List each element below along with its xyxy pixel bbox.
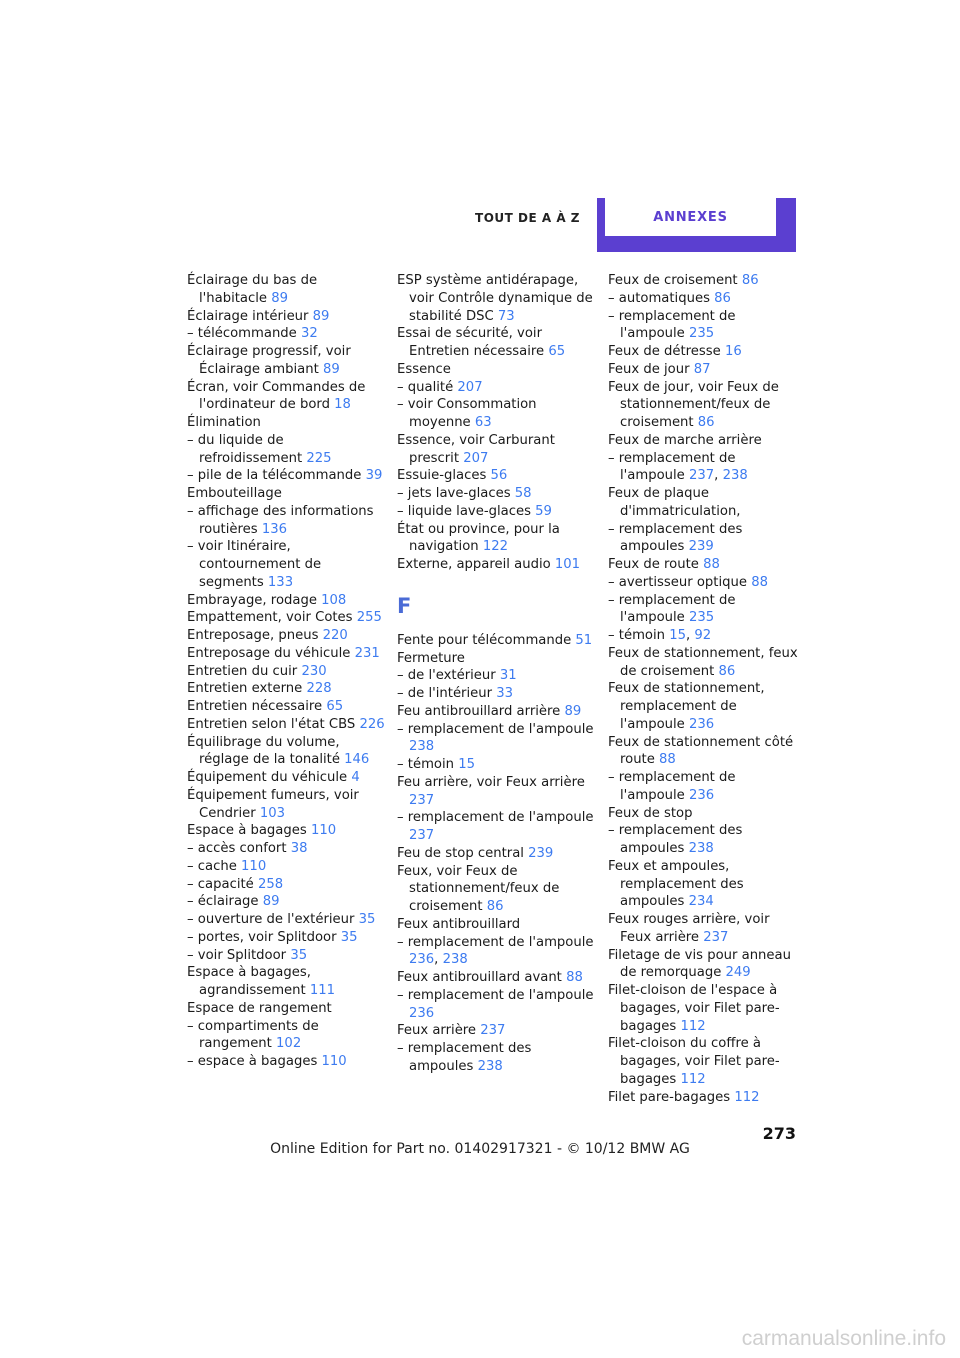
page-reference-link[interactable]: 51	[575, 632, 593, 648]
index-entry-text: Éclairage du bas de l'habitacle	[187, 273, 318, 306]
page-reference-link[interactable]: 225	[306, 450, 332, 466]
index-entry-text: Feux et ampoules, remplacement des ampoules	[608, 858, 744, 910]
index-entry-text: – capacité	[187, 876, 254, 892]
index-entry	[187, 893, 387, 911]
index-entry-text: Espace à bagages	[187, 823, 307, 839]
index-entry-text: Essence	[397, 361, 451, 377]
index-entry-text: Fente pour télécommande	[397, 632, 572, 648]
index-entry	[187, 1053, 387, 1071]
index-entry-text: Externe, appareil audio	[397, 557, 551, 572]
index-entry	[187, 947, 387, 965]
index-entry-text: – remplacement de l'ampoule	[397, 987, 594, 1003]
index-entry-text: – voir Consommation moyenne	[397, 397, 537, 430]
index-entry	[397, 379, 597, 397]
index-entry-text: Feux de croisement	[608, 273, 738, 288]
index-entry-text: – accès confort	[187, 841, 287, 856]
page-reference-link[interactable]: 236	[689, 787, 715, 803]
index-entry-text: – télécommande	[187, 326, 297, 342]
index-entry-text: – pile de la télécommande	[187, 468, 362, 484]
index-entry	[608, 592, 804, 628]
index-entry	[608, 290, 804, 308]
index-entry-text: Éclairage intérieur	[187, 308, 309, 324]
index-entry-text: Feu de stop central	[397, 845, 524, 861]
page-reference-link[interactable]: 35	[358, 912, 376, 927]
index-entry	[187, 698, 387, 716]
page-reference-link[interactable]: 15	[458, 757, 475, 772]
index-entry	[187, 467, 387, 485]
page-reference-link[interactable]: 86	[697, 415, 715, 430]
index-entry-text: Feux rouges arrière, voir Feux arrière	[608, 912, 770, 945]
index-entry	[397, 632, 597, 650]
page-reference-link[interactable]: 35	[340, 929, 358, 945]
index-entry	[187, 964, 387, 1000]
index-entry	[397, 361, 597, 379]
page-reference-link[interactable]: 58	[514, 486, 532, 501]
page-reference-link[interactable]: 207	[463, 450, 489, 466]
page-reference-link[interactable]: 236	[409, 1005, 435, 1021]
page-reference-link[interactable]: 86	[486, 899, 504, 914]
index-entry-text: – remplacement de l'ampoule	[608, 308, 736, 342]
page-reference-link[interactable]: 133	[267, 574, 294, 590]
index-entry	[397, 721, 597, 757]
index-entry-text: – remplacement de l'ampoule	[397, 934, 594, 950]
index-column-2	[397, 272, 597, 1076]
index-entry-text: Empattement, voir Cotes	[187, 610, 353, 626]
index-entry-text: Filet pare-bagages	[608, 1089, 731, 1105]
index-entry	[397, 916, 597, 934]
page-reference-link[interactable]: 15	[669, 628, 686, 643]
page-reference-link[interactable]: 239	[528, 845, 554, 861]
page-reference-link[interactable]: 235	[689, 610, 715, 626]
index-entry	[397, 650, 597, 668]
index-letter-heading: F	[397, 593, 412, 618]
page-reference-link[interactable]: 237	[689, 468, 715, 484]
index-entry	[187, 1000, 387, 1018]
page-reference-link[interactable]: 238	[722, 468, 748, 484]
index-entry	[397, 485, 597, 503]
index-entry	[608, 343, 804, 361]
page-reference-link[interactable]: 56	[490, 468, 508, 484]
index-column-3	[608, 272, 804, 1106]
index-entry-text: – ouverture de l'extérieur	[187, 912, 355, 927]
index-entry	[187, 840, 387, 858]
page-reference-link[interactable]: 16	[724, 344, 742, 359]
page-reference-link[interactable]: 236	[689, 716, 715, 732]
page-reference-link[interactable]: 32	[301, 326, 318, 342]
page-reference-link[interactable]: 238	[442, 952, 468, 968]
index-entry: – remplacement de l'ampoule 237, 238	[608, 450, 748, 484]
index-entry-text: – remplacement de l'ampoule	[397, 721, 594, 737]
index-entry	[608, 822, 804, 858]
index-entry-text: Feux de jour	[608, 361, 690, 377]
index-entry	[187, 787, 387, 823]
page-reference-link[interactable]: 88	[659, 752, 676, 768]
index-entry	[397, 556, 597, 574]
index-entry-text: – remplacement de l'ampoule	[397, 810, 594, 826]
index-entry-text: Équilibrage du volume, réglage de la tonalité	[187, 734, 340, 768]
index-entry	[187, 308, 387, 326]
chapter-tab	[597, 198, 796, 252]
index-entry	[608, 485, 804, 521]
page-reference-link[interactable]: 112	[734, 1089, 760, 1105]
page-reference-link[interactable]: 89	[564, 703, 582, 719]
index-entry-text: – automatiques	[608, 290, 710, 306]
index-entry	[187, 929, 387, 947]
page-reference-link[interactable]: 88	[566, 970, 583, 985]
index-entry	[397, 756, 597, 774]
index-entry-text: Fermeture	[397, 650, 465, 666]
index-entry-text: Entretien selon l'état CBS	[187, 716, 356, 732]
index-entry	[187, 538, 387, 591]
page-reference-link[interactable]: 33	[496, 686, 514, 701]
index-entry-text: Feux de stop	[608, 805, 693, 821]
index-entry	[608, 645, 804, 681]
index-entry	[187, 876, 387, 894]
index-entry-text: – liquide lave-glaces	[397, 503, 531, 519]
page-reference-link[interactable]: 18	[334, 397, 351, 413]
index-entry-text: – portes, voir Splitdoor	[187, 929, 337, 945]
index-entry	[187, 503, 387, 539]
page-reference-link[interactable]: 255	[356, 610, 382, 626]
index-entry-text: – remplacement de l'ampoule	[608, 450, 736, 484]
index-entry-text: Feux de stationnement côté route	[608, 734, 794, 768]
index-entry	[187, 272, 387, 308]
index-entry-text: – compartiments de rangement	[187, 1018, 319, 1052]
page-reference-link[interactable]: 101	[554, 557, 581, 572]
page-reference-link[interactable]: 234	[688, 894, 714, 910]
index-entry-text: – cache	[187, 858, 237, 874]
index-entry	[187, 609, 387, 627]
index-entry	[608, 982, 804, 1035]
page-reference-link[interactable]: 239	[688, 539, 714, 555]
index-entry-text: Filet-cloison de l'espace à bagages, voir Filet pare-bagages	[608, 983, 780, 1034]
page-reference-link[interactable]: 111	[309, 983, 336, 998]
index-entry	[608, 947, 804, 983]
page-reference-link[interactable]: 86	[741, 273, 759, 288]
page-reference-link[interactable]: 89	[312, 308, 330, 324]
index-entry	[187, 769, 387, 787]
page-reference-link[interactable]: 73	[497, 308, 515, 324]
index-entry-text: Feux de route	[608, 557, 699, 572]
index-entry	[397, 325, 597, 361]
index-entry	[397, 1040, 597, 1076]
index-entry-text: Feu arrière, voir Feux arrière	[397, 774, 585, 790]
footer-edition: Online Edition for Part no. 01402917321 - © 10/12 BMW AG	[270, 1141, 690, 1157]
index-entry-text: Entretien du cuir	[187, 663, 298, 679]
index-entry-text: Embouteillage	[187, 486, 282, 501]
index-entry	[187, 592, 387, 610]
index-entry-text: Filet-cloison du coffre à bagages, voir Filet pare-bagages	[608, 1036, 780, 1087]
index-entry-text: Feux de stationnement, feux de croisement	[608, 645, 798, 679]
index-entry-text: – du liquide de refroidissement	[187, 432, 303, 466]
index-entry	[397, 863, 597, 916]
page-reference-link[interactable]: 230	[301, 663, 327, 679]
page-reference-link[interactable]: 108	[321, 592, 347, 608]
page-reference-link[interactable]: 237	[703, 929, 729, 945]
page-reference-link[interactable]: 63	[474, 415, 492, 430]
page-reference-link[interactable]: 88	[751, 574, 768, 590]
index-entry	[187, 734, 387, 770]
page-reference-link[interactable]: 236	[409, 952, 435, 968]
page-reference-link[interactable]: 103	[259, 805, 286, 821]
index-entry	[397, 703, 597, 721]
page-reference-link[interactable]: 88	[703, 557, 720, 572]
index-entry	[187, 325, 387, 343]
page-reference-link[interactable]: 238	[688, 841, 714, 856]
page-reference-link[interactable]: 146	[344, 752, 370, 768]
page-reference-link[interactable]: 65	[548, 344, 566, 359]
watermark: carmanualsonline.info	[741, 1327, 946, 1350]
page-reference-link[interactable]: 89	[271, 290, 289, 306]
index-entry-text: Feux de stationnement, remplacement de l'ampoule	[608, 681, 765, 732]
index-entry	[397, 809, 597, 845]
index-entry	[187, 663, 387, 681]
page-reference-link[interactable]: 237	[409, 828, 435, 843]
index-entry	[608, 361, 804, 379]
chapter-tab-label: ANNEXES	[605, 198, 776, 236]
index-entry-text: Essuie-glaces	[397, 468, 487, 484]
index-entry-text: Essai de sécurité, voir Entretien nécessaire	[397, 326, 545, 359]
index-entry	[397, 467, 597, 485]
index-entry-text: – espace à bagages	[187, 1054, 318, 1069]
index-entry-text: Espace à bagages, agrandissement	[187, 965, 311, 998]
index-entry-text: – remplacement des ampoules	[608, 521, 743, 555]
page-reference-link[interactable]: 122	[482, 539, 508, 555]
index-entry	[608, 680, 804, 733]
index-entry	[608, 858, 804, 911]
index-entry-text: – remplacement des ampoules	[397, 1041, 532, 1074]
page-reference-link[interactable]: 87	[693, 361, 711, 377]
page-reference-link[interactable]: 86	[714, 290, 731, 306]
page-reference-link[interactable]: 238	[409, 739, 435, 755]
page-number: 273	[762, 1124, 796, 1143]
index-entry	[608, 769, 804, 805]
index-entry	[187, 858, 387, 876]
page-reference-link[interactable]: 112	[680, 1071, 706, 1087]
index-entry-text: Filetage de vis pour anneau de remorquage	[608, 947, 791, 981]
page-reference-link[interactable]: 228	[306, 681, 332, 697]
index-entry-text: Éclairage progressif, voir Éclairage ambiant	[187, 344, 351, 377]
index-entry-text: Entreposage, pneus	[187, 628, 319, 643]
page-reference-link[interactable]: 226	[359, 716, 385, 732]
index-entry	[397, 845, 597, 863]
index-entry-text: Essence, voir Carburant prescrit	[397, 432, 555, 466]
index-entry-text: – de l'intérieur	[397, 686, 493, 701]
index-entry	[397, 667, 597, 685]
index-entry	[608, 1089, 804, 1107]
index-entry-text: Équipement du véhicule	[187, 770, 348, 785]
page-reference-link[interactable]: 238	[477, 1058, 503, 1074]
index-entry	[187, 343, 387, 379]
page-reference-link[interactable]: 110	[310, 823, 337, 839]
index-entry: – remplacement de l'ampoule 236, 238	[397, 934, 594, 968]
index-entry	[608, 574, 804, 592]
index-entry	[608, 734, 804, 770]
index-entry	[608, 1035, 804, 1088]
index-entry	[397, 396, 597, 432]
index-entry	[608, 556, 804, 574]
page-reference-link[interactable]: 31	[499, 668, 517, 684]
page-reference-link[interactable]: 89	[322, 361, 340, 377]
page-reference-link[interactable]: 92	[694, 628, 712, 643]
index-entry	[608, 521, 804, 557]
index-entry-text: Feux de détresse	[608, 344, 721, 359]
index-entry-text: – remplacement de l'ampoule	[608, 770, 736, 803]
index-entry	[608, 379, 804, 432]
index-entry-text: Entreposage du véhicule	[187, 645, 351, 661]
index-entry-text: Feux de plaque d'immatriculation,	[608, 486, 741, 519]
page-reference-link[interactable]: 235	[689, 326, 715, 342]
index-entry	[187, 822, 387, 840]
page-reference-link[interactable]: 220	[322, 628, 348, 643]
index-entry-text: – témoin	[397, 757, 455, 772]
index-entry	[608, 805, 804, 823]
index-entry	[397, 272, 597, 325]
index-entry-text: Feux de marche arrière	[608, 432, 762, 448]
index-entry-text: – voir Itinéraire, contournement de segments	[187, 539, 322, 590]
index-entry-text: – remplacement de l'ampoule	[608, 592, 736, 626]
index-entry	[608, 911, 804, 947]
index-entry-text: Élimination	[187, 415, 261, 430]
index-entry	[187, 432, 387, 468]
page-reference-link[interactable]: 110	[241, 858, 267, 874]
page-reference-link[interactable]: 59	[535, 503, 552, 519]
page-reference-link[interactable]: 89	[262, 894, 280, 910]
index-entry-text: Feux arrière	[397, 1023, 477, 1039]
index-entry	[397, 969, 597, 987]
index-entry-text: Feux, voir Feux de stationnement/feux de croisement	[397, 863, 560, 914]
page-reference-link[interactable]: 231	[354, 645, 380, 661]
index-entry-text: Entretien nécessaire	[187, 699, 323, 714]
index-entry	[187, 680, 387, 698]
page-reference-link[interactable]: 112	[680, 1018, 706, 1034]
page-reference-link[interactable]: 237	[409, 792, 435, 808]
index-entry	[187, 911, 387, 929]
index-entry-text: Équipement fumeurs, voir Cendrier	[187, 787, 359, 821]
index-entry	[187, 627, 387, 645]
index-entry-text: Feux antibrouillard	[397, 916, 521, 932]
index-entry: – témoin 15, 92	[608, 628, 712, 643]
page-reference-link[interactable]: 258	[257, 876, 284, 892]
index-entry	[397, 521, 597, 557]
index-entry-text: – de l'extérieur	[397, 668, 496, 684]
index-entry	[608, 272, 804, 290]
index-entry	[187, 645, 387, 663]
index-entry	[187, 414, 387, 432]
index-entry	[397, 432, 597, 468]
index-entry	[397, 1022, 597, 1040]
index-entry	[397, 987, 597, 1023]
page-reference-link[interactable]: 65	[326, 699, 344, 714]
page-reference-link[interactable]: 39	[365, 468, 383, 484]
page-reference-link[interactable]: 249	[725, 965, 751, 981]
page-reference-link[interactable]: 38	[290, 841, 308, 856]
index-entry-text: Feux de jour, voir Feux de stationnement/feux de croisement	[608, 379, 779, 430]
page-reference-link[interactable]: 4	[351, 770, 360, 785]
index-column-1	[187, 272, 387, 1071]
index-entry	[397, 685, 597, 703]
page-reference-link[interactable]: 136	[261, 521, 287, 537]
index-entry	[397, 503, 597, 521]
page-reference-link[interactable]: 102	[276, 1036, 302, 1052]
index-entry-text: – avertisseur optique	[608, 574, 747, 590]
page-reference-link[interactable]: 35	[290, 947, 308, 963]
page-reference-link[interactable]: 86	[718, 663, 736, 679]
index-entry-text: – qualité	[397, 379, 454, 395]
index-entry-text: – voir Splitdoor	[187, 947, 287, 963]
section-title: TOUT DE A À Z	[475, 211, 580, 225]
index-entry-text: Écran, voir Commandes de l'ordinateur de bord	[187, 379, 366, 413]
index-entry-text: – éclairage	[187, 894, 259, 910]
index-entry-text: – affichage des informations routières	[187, 503, 374, 537]
index-entry	[397, 774, 597, 810]
index-entry-text: – témoin	[608, 628, 666, 643]
page-reference-link[interactable]: 110	[321, 1054, 347, 1069]
index-entry	[187, 379, 387, 415]
index-entry	[187, 485, 387, 503]
index-entry-text: Feu antibrouillard arrière	[397, 703, 561, 719]
index-entry-text: Entretien externe	[187, 681, 303, 697]
index-entry	[187, 1018, 387, 1054]
index-entry	[608, 308, 804, 344]
index-entry-text: Feux antibrouillard avant	[397, 970, 562, 985]
index-entry-text: – remplacement des ampoules	[608, 823, 743, 856]
index-entry-text: ESP système antidérapage, voir Contrôle dynamique de stabilité DSC	[397, 273, 593, 324]
page-reference-link[interactable]: 237	[480, 1023, 506, 1039]
index-entry	[608, 432, 804, 450]
index-entry-text: État ou province, pour la navigation	[397, 521, 560, 555]
page-reference-link[interactable]: 207	[457, 379, 483, 395]
index-entry-text: – jets lave-glaces	[397, 486, 511, 501]
index-entry-text: Espace de rangement	[187, 1000, 332, 1016]
index-entry-text: Embrayage, rodage	[187, 592, 317, 608]
index-entry	[187, 716, 387, 734]
